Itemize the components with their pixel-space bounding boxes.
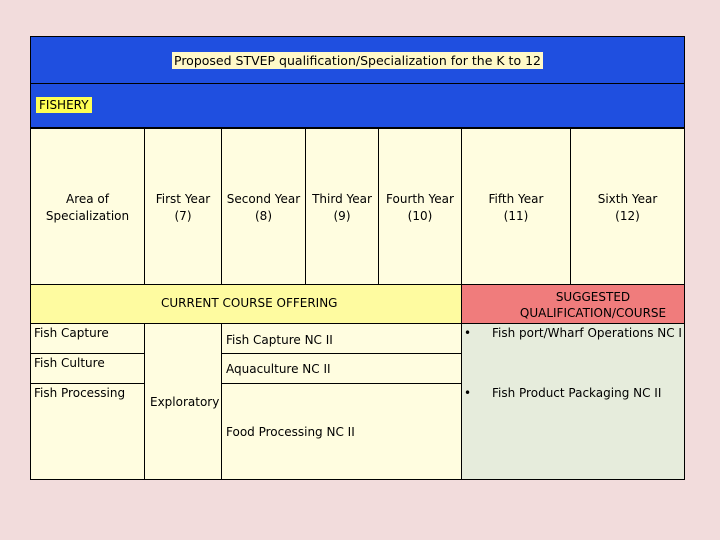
category-bar (30, 84, 685, 128)
suggested-item: Fish port/Wharf Operations NC I (492, 326, 682, 340)
header-line: Second Year (226, 192, 301, 206)
area-fish-capture: Fish Capture (34, 326, 109, 340)
header-first-year (144, 128, 222, 285)
header-line: (12) (615, 209, 640, 223)
bullet-icon: • (464, 326, 472, 340)
course-fish-capture: Fish Capture NC II (226, 333, 333, 347)
header-line: First Year (155, 192, 211, 206)
area-fish-culture: Fish Culture (34, 356, 105, 370)
header-fifth-year (461, 128, 571, 285)
header-line: Specialization (45, 209, 130, 223)
header-line: (8) (255, 209, 272, 223)
header-line: Fourth Year (386, 192, 454, 206)
header-area-of-specialization (30, 128, 145, 285)
area-fish-processing: Fish Processing (34, 386, 126, 400)
row-divider (221, 383, 461, 384)
header-line: Fifth Year (488, 192, 544, 206)
row-divider (30, 383, 145, 384)
column-divider (144, 324, 145, 480)
header-third-year (305, 128, 379, 285)
title-bar (30, 36, 685, 84)
header-sixth-year (570, 128, 685, 285)
suggested-body (461, 324, 685, 480)
page-title: Proposed STVEP qualification/Specialization for the K to 12 (174, 52, 541, 68)
column-divider (221, 324, 222, 480)
header-second-year (221, 128, 306, 285)
row-divider (30, 353, 145, 354)
header-fourth-year (378, 128, 462, 285)
course-food-processing: Food Processing NC II (226, 425, 355, 439)
suggested-header (461, 285, 685, 324)
category-label: FISHERY (36, 97, 92, 113)
header-line: (10) (407, 209, 433, 223)
header-line: (11) (503, 209, 529, 223)
header-line: (7) (174, 209, 192, 223)
header-line: Third Year (312, 192, 372, 206)
suggested-label: QUALIFICATION/COURSE (519, 306, 667, 320)
bullet-icon: • (464, 386, 472, 400)
suggested-item: Fish Product Packaging NC II (492, 386, 662, 400)
header-line: (9) (333, 209, 351, 223)
current-offering-label: CURRENT COURSE OFFERING (161, 296, 338, 310)
row-divider (221, 353, 461, 354)
course-aquaculture: Aquaculture NC II (226, 362, 331, 376)
first-year-course: Exploratory (150, 395, 220, 409)
suggested-label: SUGGESTED (555, 290, 631, 304)
header-line: Area of (66, 192, 109, 206)
course-offering-body (30, 324, 461, 480)
header-line: Sixth Year (597, 192, 658, 206)
current-offering-bar (30, 285, 461, 324)
